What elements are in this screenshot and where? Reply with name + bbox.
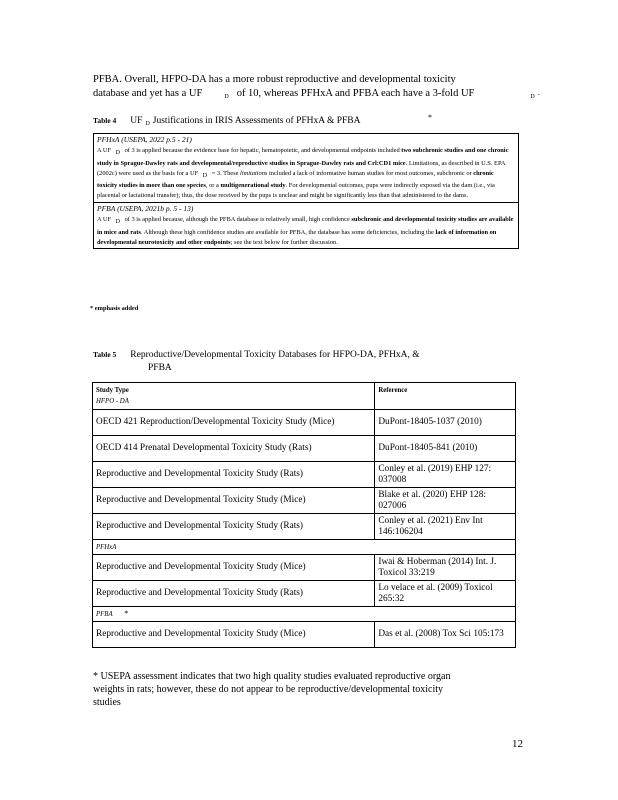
table5-study-cell: OECD 414 Prenatal Developmental Toxicity Study (Rats) — [93, 436, 375, 462]
intro-line-2-a: database and yet has a UF — [93, 88, 203, 99]
table5-footnote: * USEPA assessment indicates that two high quality studies evaluated reproductive organ weights in rats; however, these do not appear to be reproductive/developmental toxicity studies — [93, 671, 451, 708]
table5-study-cell: Reproductive and Developmental Toxicity Study (Mice) — [93, 555, 375, 581]
table5-col-study: Study Type — [93, 383, 375, 397]
intro-sub-d: D — [224, 94, 229, 100]
table4-title-b: Justifications in IRIS Assessments of PFHxA & PFBA — [152, 116, 361, 126]
table4-title-a: UF — [130, 116, 143, 126]
table5-caption — [93, 350, 420, 360]
table5-row — [93, 462, 516, 488]
table5-group-hfpo: HFPO - DA — [93, 396, 375, 410]
table4-row-body: A UF D of 3 is applied because the evidence base for hepatic, hematopoietic, and developmental endpoints included two subchronic studies and one chronic study in Sprague-Dawley rats and developmental/reproductive studies in Sprague-Dawley rats and Crl:CD1 mice. Limitations, as described in U.S. EPA (2002c) were used as the basis for a UF D = 3. These limitations included a lack of informative human studies for most outcomes, subchronic or chronic toxicity studies in more than one species, or a multigenerational study. For developmental outcomes, pups were indirectly exposed via the dam (i.e., via placental or lactational transfer); thus, the dose received by the pups is unclear and might be significantly less than that administered to the dams. — [97, 147, 509, 200]
table5-group-pfhxa-row — [93, 540, 516, 555]
table5-col-ref: Reference — [375, 383, 516, 410]
table5-group-pfba — [93, 607, 516, 622]
table5-ref-cell: Blake et al. (2020) EHP 128: 027006 — [375, 488, 516, 514]
table5-study-cell: Reproductive and Developmental Toxicity Study (Rats) — [93, 462, 375, 488]
table4-row-header: PFHxA (USEPA, 2022 p.5 - 21) — [97, 135, 192, 144]
table5 — [92, 382, 516, 648]
table5-study-cell: Reproductive and Developmental Toxicity Study (Rats) — [93, 581, 375, 607]
table4-title-mark: * — [428, 113, 432, 122]
intro-line-2: database and yet has a UF $_D$ of 10, whereas PFHxA and PFBA each have a 3-fold UF $_D$ - — [93, 88, 540, 100]
table5-ref-cell: DuPont-18405-841 (2010) — [375, 436, 516, 462]
table5-ref-cell: Conley et al. (2019) EHP 127: 037008 — [375, 462, 516, 488]
table5-ref-cell: DuPont-18405-1037 (2010) — [375, 410, 516, 436]
table4-row-pfba — [94, 203, 518, 248]
table5-title-line2: PFBA — [148, 363, 172, 373]
table4-number: Table 4 — [93, 116, 117, 125]
table5-header-row — [93, 383, 516, 397]
table5-ref-cell: Conley et al. (2021) Env Int 146:106204 — [375, 514, 516, 540]
table5-number: Table 5 — [93, 350, 117, 359]
table5-row — [93, 488, 516, 514]
table5-study-cell: Reproductive and Developmental Toxicity Study (Mice) — [93, 622, 375, 648]
table5-ref-cell: Lo velace et al. (2009) Toxicol 265:32 — [375, 581, 516, 607]
table5-row — [93, 622, 516, 648]
table4-title-sub: D — [145, 121, 150, 127]
table5-row — [93, 581, 516, 607]
table4-row-body: A UF D of 3 is applied because, although the PFBA database is relatively small, high confidence subchronic and developmental toxicity studies are available in mice and rats. Although these high confidence studies are available for PFBA, the database has some deficiencies, including the lack of information on developmental neurotoxicity and other endpoints; see the text below for further discussion. — [97, 215, 514, 246]
table5-row — [93, 514, 516, 540]
table5-study-cell: Reproductive and Developmental Toxicity Study (Rats) — [93, 514, 375, 540]
table4 — [93, 133, 519, 249]
table4-caption — [93, 116, 361, 127]
table4-footnote: * emphasis added — [90, 305, 139, 312]
table5-study-cell: OECD 421 Reproduction/Developmental Toxicity Study (Mice) — [93, 410, 375, 436]
table5-title-line1: Reproductive/Developmental Toxicity Databases for HFPO-DA, PFHxA, & — [130, 350, 420, 360]
table5-ref-cell: Das et al. (2008) Tox Sci 105:173 — [375, 622, 516, 648]
table4-row-pfhxa — [94, 134, 518, 203]
table5-group-pfba-label: PFBA — [96, 611, 113, 618]
intro-line-1: PFBA. Overall, HFPO-DA has a more robust reproductive and developmental toxicity — [93, 74, 456, 85]
intro-line-2-b: of 10, whereas PFHxA and PFBA each have a 3-fold UF — [236, 88, 475, 99]
intro-sub-d-2: D — [530, 94, 535, 100]
table5-ref-cell: Iwai & Hoberman (2014) Int. J. Toxicol 33:219 — [375, 555, 516, 581]
page-number: 12 — [512, 738, 523, 750]
table5-group-pfba-mark: * — [124, 609, 129, 618]
table5-group-pfba-row — [93, 607, 516, 622]
table4-row-header: PFBA (USEPA, 2021b p. 5 - 13) — [97, 203, 194, 213]
table5-row — [93, 555, 516, 581]
table5-study-cell: Reproductive and Developmental Toxicity Study (Mice) — [93, 488, 375, 514]
table5-row — [93, 436, 516, 462]
table5-group-pfhxa: PFHxA — [93, 540, 516, 555]
table5-row — [93, 410, 516, 436]
